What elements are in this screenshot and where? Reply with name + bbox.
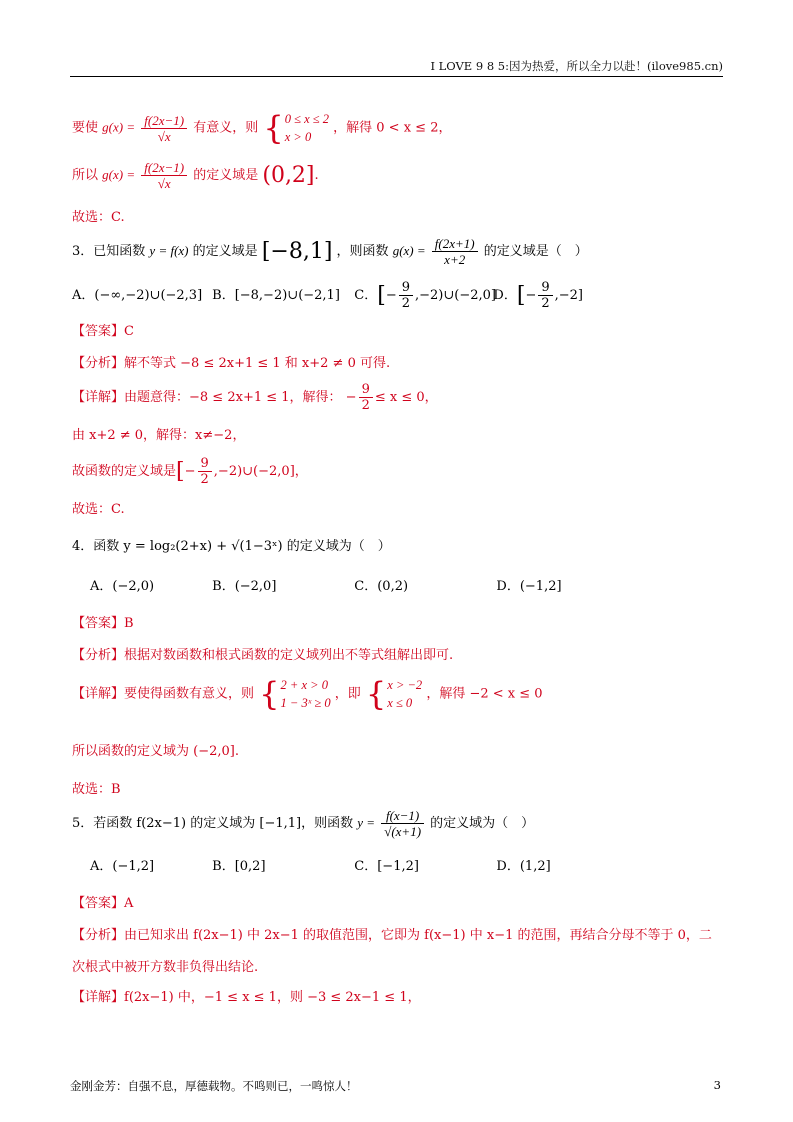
q3-optc-num: 9 <box>399 280 413 296</box>
q4-detail-c: ，解得 −2 < x ≤ 0 <box>426 686 543 702</box>
q4-detail-a: 要使得函数有意义，则 <box>124 686 255 702</box>
q4-system1 <box>281 676 331 712</box>
q3-detail1-a: 由题意得：−8 ≤ 2x+1 ≤ 1，解得： <box>124 390 342 405</box>
brace-icon: { <box>259 675 280 713</box>
q3-option-a: A．(−∞,−2)∪(−2,3] <box>72 288 203 303</box>
q3-stem-den: x+2 <box>444 252 466 267</box>
q4-option-d: D．(−1,2] <box>496 579 562 594</box>
brace-icon: { <box>365 675 387 713</box>
q3-stem-num: f(2x+1) <box>432 236 478 252</box>
q3-analysis <box>72 352 723 371</box>
q2-l2-post: 的定义域是 <box>193 168 259 183</box>
q3-stem-f: g(x) = <box>392 243 426 258</box>
q2-l2-den: √x <box>157 176 171 191</box>
q2-l1-mid: 有意义，则 <box>193 120 259 136</box>
q5-answer: 【答案】A <box>72 896 134 911</box>
q4-detail-b: ，即 <box>334 686 361 702</box>
q4-detail-tag: 【详解】 <box>72 686 125 702</box>
q5-stem-b: y = <box>357 815 376 830</box>
q5-option-a: A．(−1,2] <box>90 859 155 874</box>
q2-l2-num: f(2x−1) <box>141 160 187 176</box>
q4-option-b: B．(−2,0] <box>212 579 277 594</box>
page-footer: 金刚金芳：自强不息，厚德载物。不鸣则已，一鸣惊人！ <box>70 1079 358 1093</box>
q5-analysis2: 次根式中被开方数非负得出结论. <box>72 960 259 975</box>
q3-detail1-num: 9 <box>359 382 373 398</box>
q3-optc-pre: C． <box>354 288 378 303</box>
page-number: 3 <box>713 1078 721 1092</box>
q3-stem-c: 的定义域是 <box>192 244 258 259</box>
q5-detail-tag: 【详解】 <box>72 990 125 1005</box>
q3-analysis-text: 解不等式 −8 ≤ 2x+1 ≤ 1 和 x+2 ≠ 0 可得. <box>124 356 391 371</box>
q2-line1 <box>72 110 723 146</box>
q3-detail1-den: 2 <box>361 398 370 413</box>
q5-stem-den: √(x+1) <box>384 824 422 839</box>
q3-optc-den: 2 <box>401 296 411 311</box>
q3-detail3-num: 9 <box>198 456 212 472</box>
q3-option-b: B．[−8,−2)∪(−2,1] <box>212 288 340 303</box>
q4-analysis <box>72 644 723 663</box>
q2-sys-row2: x > 0 <box>284 130 312 144</box>
q3-detail1-b: ≤ x ≤ 0， <box>374 390 438 405</box>
q3-detail3: 故函数的定义域是[− $\frac{9}{2}$ ,−2)∪(−2,0]， <box>72 456 308 487</box>
brace-icon: { <box>263 109 284 147</box>
q3-stem-d: [−8,1] <box>261 239 333 264</box>
q5-option-c: C．[−1,2] <box>354 859 419 874</box>
q3-detail-tag: 【详解】 <box>72 390 125 405</box>
q4-analysis-tag: 【分析】 <box>72 648 125 663</box>
q5-stem-fraction <box>381 808 424 839</box>
q3-answer: 【答案】C <box>72 324 134 339</box>
page-header: I LOVE 9 8 5:因为热爱，所以全力以赴！(ilove985.cn) <box>430 59 723 73</box>
q3-optd-den: 2 <box>541 296 550 311</box>
q4-sys1-row2: 1 − 3ˣ ≥ 0 <box>280 696 331 710</box>
q5-option-b: B．[0,2] <box>212 859 266 874</box>
q5-analysis-tag: 【分析】 <box>72 928 125 943</box>
q3-stem-a: 3．已知函数 <box>72 244 146 259</box>
q4-sys2-row1: x > −2 <box>387 678 423 692</box>
q4-system2 <box>387 676 422 712</box>
q3-stem-e: ，则函数 <box>336 244 389 259</box>
q2-l2-end: . <box>314 168 319 183</box>
q4-choice: 故选：B <box>72 782 121 797</box>
q4-sys1-row1: 2 + x > 0 <box>280 678 328 692</box>
q4-stem: 4．函数 y = log₂(2+x) + √(1−3ˣ) 的定义域为（ ） <box>72 539 391 554</box>
q4-conclusion: 所以函数的定义域为 (−2,0]. <box>72 744 239 759</box>
q3-detail2: 由 x+2 ≠ 0，解得：x≠−2， <box>72 428 246 443</box>
q5-option-d: D．(1,2] <box>496 859 551 874</box>
q3-detail3-b: ,−2)∪(−2,0]， <box>213 464 308 479</box>
header-rule <box>70 76 723 77</box>
q3-option-c: C．[− $\frac{9}{2}$ ,−2)∪(−2,0] <box>354 280 496 311</box>
q2-l1-num: f(2x−1) <box>141 113 187 129</box>
q3-option-d: D．[− $\frac{9}{2}$ ,−2] <box>493 280 584 311</box>
q3-detail1: 【详解】由题意得：−8 ≤ 2x+1 ≤ 1，解得： − $\frac{9}{2}$ ≤ x ≤ 0， <box>72 382 438 413</box>
q2-l2-fraction <box>141 160 187 191</box>
q3-stem-g: 的定义域是（ ） <box>483 244 588 259</box>
q2-line2 <box>72 160 723 191</box>
q3-optc-post: ,−2)∪(−2,0] <box>415 288 496 303</box>
q4-option-c: C．(0,2) <box>354 579 409 594</box>
q2-l1-fraction <box>141 113 187 144</box>
q4-option-a: A．(−2,0) <box>90 579 155 594</box>
q2-sys-row1: 0 ≤ x ≤ 2 <box>284 112 329 126</box>
q5-stem-c: 的定义域为（ ） <box>430 816 535 831</box>
q5-stem-num: f(x−1) <box>381 808 424 824</box>
q3-detail3-a: 故函数的定义域是 <box>72 464 177 479</box>
q5-analysis-text1: 由已知求出 f(2x−1) 中 2x−1 的取值范围，它即为 f(x−1) 中 x−1 的范围，再结合分母不等于 0，二 <box>124 928 712 943</box>
q2-l1-pre: 要使 <box>72 120 99 136</box>
q2-l1-post: ，解得 0 < x ≤ 2， <box>333 120 452 136</box>
q3-optd-post: ,−2] <box>554 288 584 303</box>
q3-analysis-tag: 【分析】 <box>72 356 125 371</box>
q2-choice: 故选：C. <box>72 210 125 225</box>
q3-options <box>72 280 723 311</box>
q3-detail3-den: 2 <box>200 472 209 487</box>
q5-detail <box>72 986 723 1005</box>
q3-stem-b: y = f(x) <box>149 243 189 258</box>
q3-choice: 故选：C. <box>72 502 125 517</box>
q4-answer: 【答案】B <box>72 616 134 631</box>
q2-l2-func: g(x) = <box>102 167 136 182</box>
q3-optd-pre: D． <box>493 288 517 303</box>
q2-l1-den: √x <box>157 128 171 144</box>
q4-detail <box>72 676 723 712</box>
q2-l1-system <box>285 110 329 146</box>
q5-analysis1 <box>72 924 723 943</box>
q5-stem <box>72 808 723 839</box>
q5-stem-a: 5．若函数 f(2x−1) 的定义域为 [−1,1]，则函数 <box>72 816 354 831</box>
q5-options <box>90 855 723 874</box>
q3-stem-fraction <box>432 236 478 267</box>
q2-l2-range: (0,2] <box>262 163 315 188</box>
q5-detail-text: f(2x−1) 中，−1 ≤ x ≤ 1，则 −3 ≤ 2x−1 ≤ 1， <box>124 990 421 1005</box>
q4-options <box>90 575 723 594</box>
q4-analysis-text: 根据对数函数和根式函数的定义域列出不等式组解出即可. <box>124 648 454 663</box>
q4-sys2-row2: x ≤ 0 <box>387 696 413 710</box>
q2-l1-func: g(x) = <box>102 119 136 135</box>
q2-l2-pre: 所以 <box>72 168 99 183</box>
q3-stem <box>72 236 723 267</box>
q3-optd-num: 9 <box>538 280 552 296</box>
